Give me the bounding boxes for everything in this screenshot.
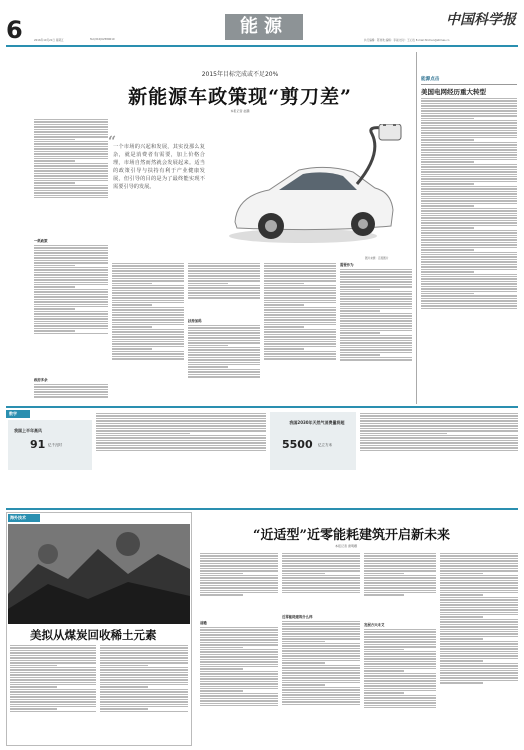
subhead-2: 政府多余 [34, 378, 48, 382]
page-header [0, 0, 524, 48]
lower-col3a [364, 552, 436, 618]
lower-subhead-1: 前瞻 [200, 621, 207, 625]
lower-headline: “近适型”近零能耗建筑开启新未来 [253, 528, 450, 543]
sidebar-rule [421, 84, 517, 85]
sidebar-label: 能源点击 [421, 77, 440, 82]
lower-col2b [282, 620, 360, 744]
body-text-col3b [188, 324, 260, 404]
photo-caption: 图片来源：百度图片 [365, 257, 389, 260]
data-strip-label: 数字 [9, 411, 17, 416]
pull-quote: 一个市场的兴起和发展，其实没那么复杂，就是消费者有需要，加上价格合理，市场自然而然就会发展起来。适当的政策引导与扶持有利于产业健康发展，但引导的目的是为了最终能实现不需要引导的发展。 [113, 144, 205, 190]
stat2-label: 我国2030年天然气消费量将超 [289, 420, 345, 425]
subhead-4: 需要作为 [340, 263, 354, 267]
sidebar-body [421, 97, 517, 404]
tel-line: Tel:(010)62580610 [90, 38, 115, 41]
stat1-label: 我国上半年高风 [14, 428, 42, 433]
car-illustration [207, 124, 413, 260]
overseas-label: 海外技术 [10, 515, 26, 520]
body-text-col1a [34, 118, 108, 236]
stat1-body [96, 412, 266, 470]
lower-col3b [364, 628, 436, 744]
overseas-col2 [100, 644, 188, 744]
date-line: 2016年10月21日 星期五 [34, 39, 64, 42]
story-headline: 新能源车政策现“剪刀差” [128, 86, 352, 108]
body-text-col1b [34, 244, 108, 374]
lower-byline: 本报记者 唐明卿 [335, 544, 357, 548]
lower-subhead-3: 发展方兴未艾 [364, 623, 385, 627]
stat2-value: 5500 [282, 438, 313, 451]
lower-top-rule [6, 508, 518, 510]
coal-photo [8, 524, 190, 624]
stat1-value: 91 [30, 438, 46, 451]
header-rule [6, 45, 518, 47]
story-kicker: 2015年目标完成或不足20% [201, 71, 279, 78]
sidebar-divider [416, 52, 417, 404]
strip-top-rule [6, 406, 518, 408]
stat2-body [360, 412, 518, 470]
stat2-unit: 亿立方米 [318, 443, 332, 447]
body-text-col2 [112, 262, 184, 404]
page-number: 6 [6, 16, 23, 44]
body-text-col5 [340, 268, 412, 404]
lower-col1b [200, 626, 278, 744]
body-text-col4 [264, 262, 336, 404]
newspaper-logo: 中国科学报 [446, 12, 516, 28]
lower-col1a [200, 552, 278, 616]
lower-col2a [282, 552, 360, 612]
story-byline: 本报记者 赵鹏 [230, 109, 250, 113]
subhead-3: 扶持加码 [188, 319, 202, 323]
quote-mark: “ [108, 134, 117, 150]
subhead-1: 一纸政策 [34, 239, 48, 243]
overseas-headline: 美拟从煤炭回收稀土元素 [30, 628, 157, 642]
stat1-unit: 亿千瓦时 [48, 443, 62, 447]
body-text-col3a [188, 262, 260, 316]
overseas-col1 [10, 644, 96, 744]
sidebar-headline: 美国电网经历重大转型 [421, 88, 486, 96]
editors-line: 执行编辑：陈欢欢 编辑：李淑 校对：王心怡 E-mail:hhchen@stimes.cn [364, 39, 450, 42]
body-text-col1c [34, 383, 108, 405]
section-banner: 能源 [225, 14, 303, 40]
lower-col4 [440, 552, 518, 744]
lower-subhead-2: 近零能耗建筑什么样 [282, 615, 313, 619]
